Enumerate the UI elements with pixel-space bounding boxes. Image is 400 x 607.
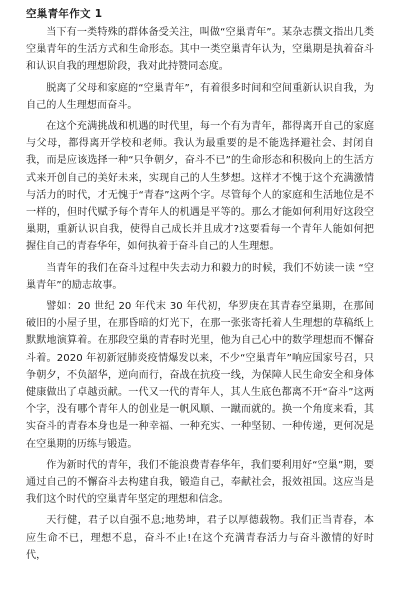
paragraph-7: 天行健，君子以自强不息;地势坤，君子以厚德载物。我们正当青春，本应生命不已，理想不息，奋斗不止!在这个充满青春活力与奋斗激情的好时代， (26, 515, 374, 561)
paragraph-1: 当下有一类特殊的群体备受关注，叫做“空巢青年”。某杂志撰文指出几类空巢青年的生活方式和生命形态。其中一类空巢青年认为，空巢期是执着奋斗和认识自我的理想阶段，我对此持赞同态度。 (26, 27, 374, 73)
paragraph-5: 譬如：20 世纪 20 年代末 30 年代初，华罗庚在其青春空巢期，在那间破旧的小屋子里，在那昏暗的灯光下，在那一张张寄托着人生理想的草稿纸上默默地演算着。在那段空巢的青春时光里，他为自己心中的数学理想而不懈奋斗着。2020 年初新冠肺炎疫情爆发以来，不少“空巢青年”响应国家号召，只争朝夕，不负韶华，逆向而行，奋战在抗疫一线，为保障人民生命安全和身体健康做出了卓越贡献。一代又一代的青年人，其人生底色都离不开“奋斗”这两个字，没有哪个青年人的创业是一帆风顺、一蹴而就的。换一个角度来看，其实奋斗的青春本身也是一种幸福、一种充实、一种坚韧、一种传递，更何况是在空巢期的历练与锻造。 (26, 301, 374, 450)
paragraph-3: 在这个充满挑战和机遇的时代里，每一个有为青年，都得离开自己的家庭与父母，都得离开学校和老师。我认为最重要的是不能选择避社会、封闭自我，而是应该选择一种“只争朝夕，奋斗不已”的生命形态和积极向上的生活方式来开创自己的美好未来，实现自己的人生梦想。这样才不愧于这个充满激情与活力的时代，才无愧于“青春”这两个字。尽管每个人的家庭和生活地位是不一样的，但时代赋予每个青年人的机遇是平等的。那么才能如何利用好这段空巢期，重新认识自我，使得自己成长并且成才?这要看每一个青年人能如何把握住自己的青春华年，如何执着于奋斗自己的人生理想。 (26, 121, 374, 253)
document-page (26, 6, 374, 564)
paragraph-4: 当青年的我们在奋斗过程中失去动力和毅力的时候，我们不妨读一读 “空巢青年”的励志故事。 (26, 262, 374, 291)
paragraph-2: 脱离了父母和家庭的“空巢青年”，有着很多时间和空间重新认识自我，为自己的人生理想而奋斗。 (26, 82, 374, 111)
paragraph-6: 作为新时代的青年，我们不能浪费青春华年，我们要利用好“空巢”期，要通过自己的不懈奋斗去构建自我，锻造自己，奉献社会，报效祖国。这应当是我们这个时代的空巢青年坚定的理想和信念。 (26, 459, 374, 506)
essay-title: 空巢青年作文 1 (26, 8, 103, 20)
